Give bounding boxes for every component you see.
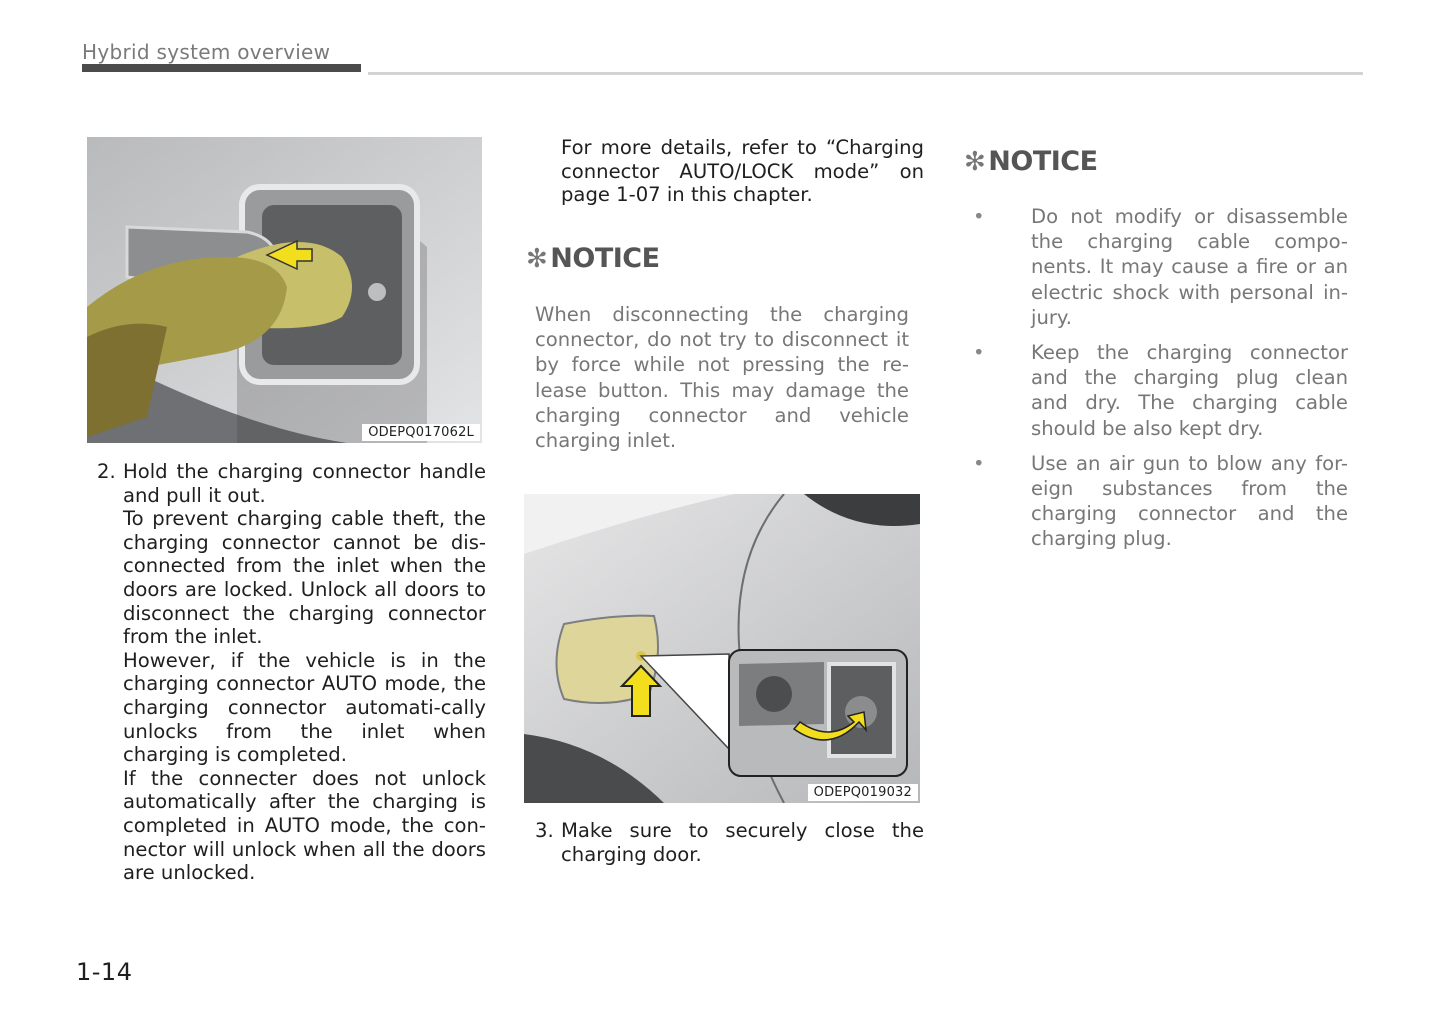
step-2-theft-note: To prevent charging cable theft, the charging connector cannot be dis-connected from the inlet when the doors are locked. Unlock all doors to disconnect the charging connector from the inlet. <box>123 507 486 649</box>
page-number: 1-14 <box>76 958 133 986</box>
step-2-number: 2. <box>97 460 116 483</box>
step-2-unlock-note: If the connecter does not unlock automatically after the charging is completed in AUTO mode, the con-nector will unlock when all the doors are unlocked. <box>123 766 486 885</box>
notice-bullet-list <box>964 204 1348 562</box>
list-item <box>964 451 1348 552</box>
notice-asterisk-icon: ✻ <box>964 146 986 177</box>
section-header: Hybrid system overview <box>82 40 331 64</box>
list-item <box>964 204 1348 330</box>
step-3 <box>535 819 924 866</box>
figure-code-label: ODEPQ019032 <box>808 784 918 801</box>
notice-title: NOTICE <box>988 146 1098 177</box>
details-reference: For more details, refer to “Charging connector AUTO/LOCK mode” on page 1-07 in this chapter. <box>561 136 924 207</box>
bullet-text: Do not modify or disassemble the charging cable compo-nents. It may cause a fire or an electric shock with personal in-jury. <box>1031 205 1348 329</box>
figure-connector-removal <box>87 137 482 443</box>
notice-heading-right <box>964 146 1098 177</box>
bullet-text: Keep the charging connector and the charging plug clean and dry. The charging cable should be also kept dry. <box>1031 341 1348 440</box>
step-3-instruction: Make sure to securely close the charging door. <box>561 819 924 866</box>
step-2-auto-mode-note: However, if the vehicle is in the charging connector AUTO mode, the charging connector automati-cally unlocks from the inlet when charging is completed. <box>123 648 486 767</box>
header-rule-dark <box>82 64 361 72</box>
step-2 <box>97 460 486 885</box>
step-3-number: 3. <box>535 819 554 842</box>
connector-removal-illustration <box>87 137 482 443</box>
charging-door-illustration <box>524 494 920 803</box>
notice-title: NOTICE <box>550 243 660 274</box>
bullet-icon: • <box>973 205 985 228</box>
bullet-icon: • <box>973 341 985 365</box>
figure-charging-door <box>524 494 920 803</box>
header-rule-light <box>368 72 1363 75</box>
bullet-icon: • <box>973 451 985 475</box>
notice-heading-middle <box>526 243 660 274</box>
list-item <box>964 340 1348 441</box>
notice-asterisk-icon: ✻ <box>526 243 548 274</box>
notice-text-middle: When disconnecting the charging connector, do not try to disconnect it by force while not pressing the re-lease button. This may damage the charging connector and vehicle charging inlet. <box>535 303 909 453</box>
figure-code-label: ODEPQ017062L <box>362 424 480 441</box>
bullet-text: Use an air gun to blow any for-eign substances from the charging connector and the charging plug. <box>1031 451 1348 551</box>
step-2-instruction: Hold the charging connector handle and pull it out. <box>123 460 486 507</box>
